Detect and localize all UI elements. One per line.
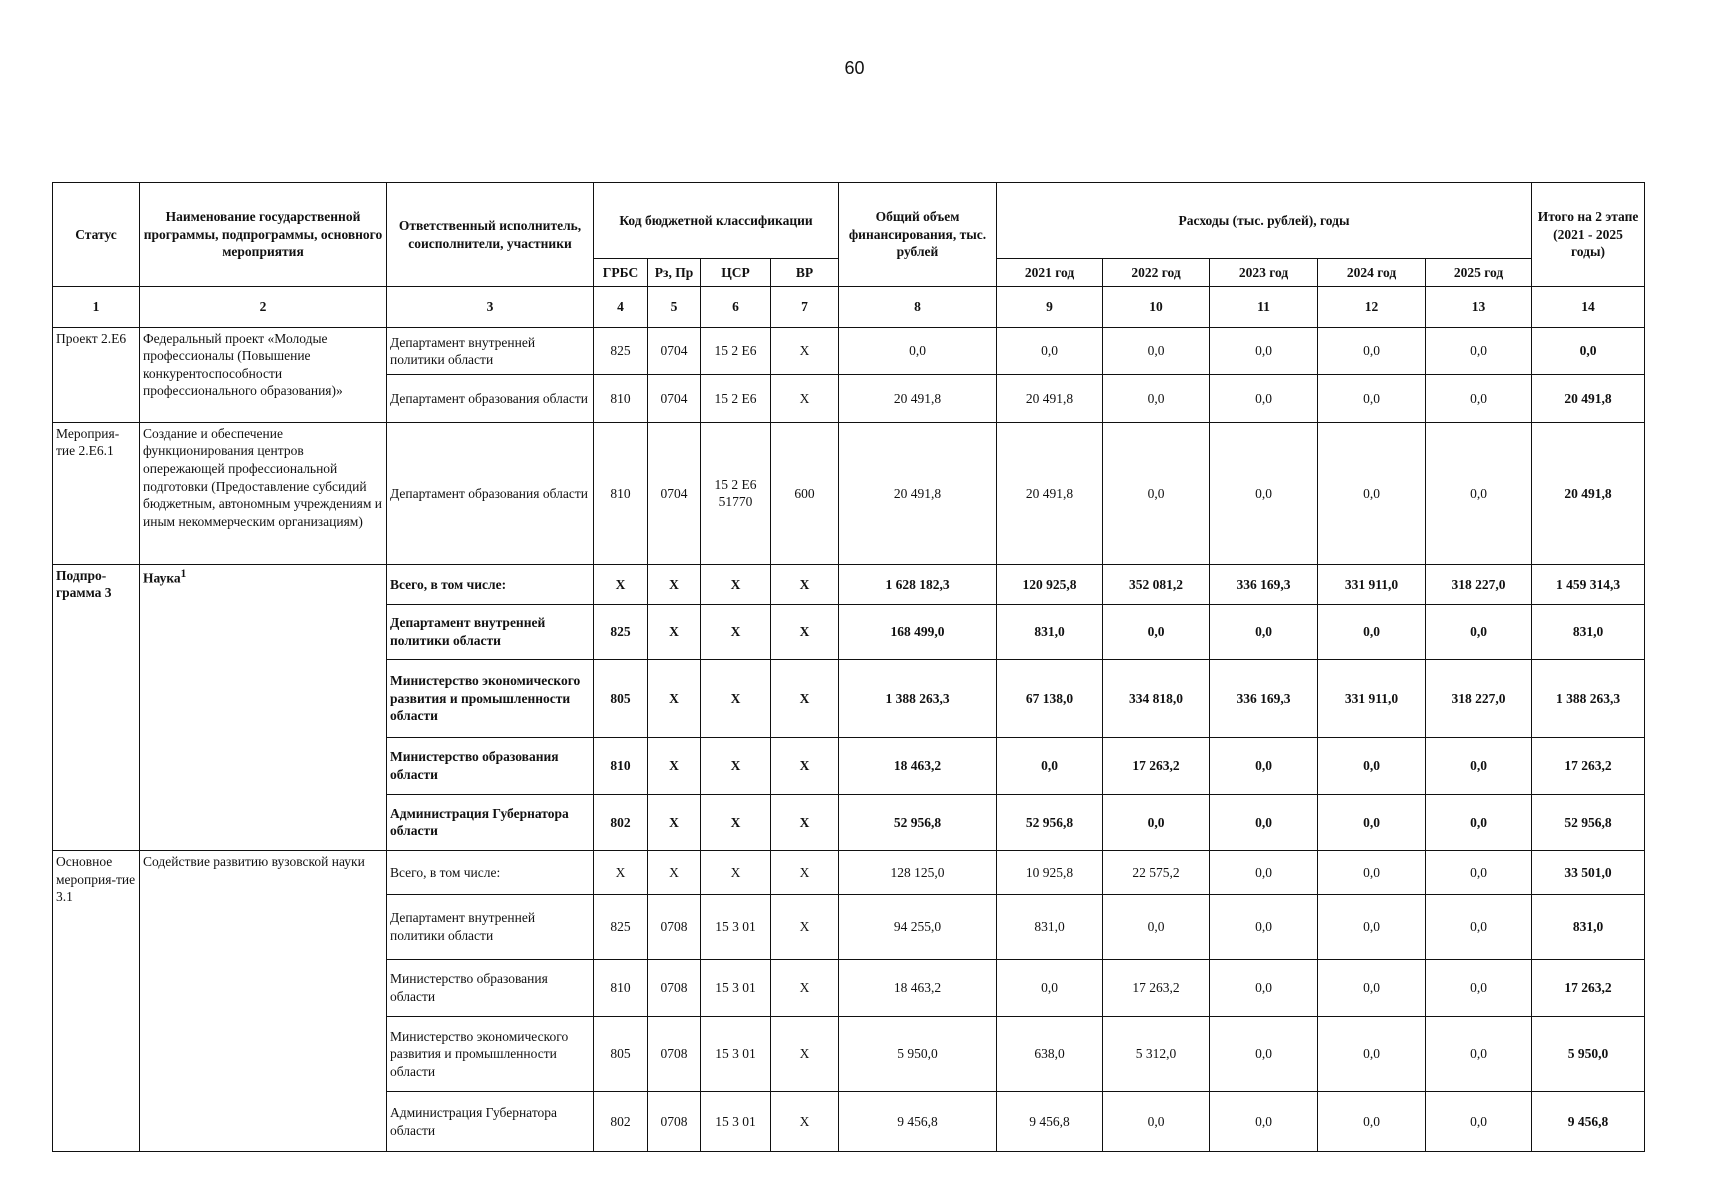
rzpr-cell: 0704 xyxy=(648,422,701,564)
total-funding-cell: 20 491,8 xyxy=(839,422,997,564)
y2023-cell: 0,0 xyxy=(1210,794,1318,851)
y2024-cell: 0,0 xyxy=(1318,1017,1426,1092)
y2024-cell: 0,0 xyxy=(1318,605,1426,660)
column-number-row xyxy=(53,287,1645,328)
program-name: Содействие развитию вузовской науки xyxy=(143,854,365,870)
y2021-cell: 831,0 xyxy=(997,894,1103,959)
vr-cell: Х xyxy=(771,1092,839,1152)
y2025-cell: 0,0 xyxy=(1426,375,1532,423)
rzpr-cell: Х xyxy=(648,659,701,737)
y2022-cell: 334 818,0 xyxy=(1103,659,1210,737)
vr-cell: Х xyxy=(771,375,839,423)
stage-total-cell: 33 501,0 xyxy=(1532,851,1645,895)
y2024-cell: 0,0 xyxy=(1318,894,1426,959)
stage-total-cell: 831,0 xyxy=(1532,605,1645,660)
grbs-cell: 810 xyxy=(594,375,648,423)
stage-total-cell: 1 388 263,3 xyxy=(1532,659,1645,737)
column-number: 1 xyxy=(53,287,140,328)
total-funding-cell: 0,0 xyxy=(839,327,997,375)
vr-cell: Х xyxy=(771,327,839,375)
executor-cell: Департамент образования области xyxy=(387,375,594,423)
executor-cell: Департамент внутренней политики области xyxy=(387,894,594,959)
total-funding-cell: 168 499,0 xyxy=(839,605,997,660)
y2021-cell: 120 925,8 xyxy=(997,564,1103,605)
y2023-cell: 0,0 xyxy=(1210,737,1318,794)
y2024-cell: 0,0 xyxy=(1318,375,1426,423)
y2025-cell: 0,0 xyxy=(1426,1017,1532,1092)
y2024-cell: 331 911,0 xyxy=(1318,564,1426,605)
executor-cell: Министерство образования области xyxy=(387,959,594,1017)
y2023-cell: 0,0 xyxy=(1210,327,1318,375)
y2023-cell: 0,0 xyxy=(1210,851,1318,895)
csr-cell: 15 3 01 xyxy=(701,894,771,959)
column-number: 5 xyxy=(648,287,701,328)
page-number: 60 xyxy=(844,58,865,78)
y2024-cell: 0,0 xyxy=(1318,1092,1426,1152)
vr-cell: Х xyxy=(771,959,839,1017)
rzpr-cell: Х xyxy=(648,605,701,660)
stage-total-cell: 1 459 314,3 xyxy=(1532,564,1645,605)
y2025-cell: 0,0 xyxy=(1426,605,1532,660)
program-name: Федеральный проект «Молодые профессионалы (Повышение конкурентоспособности профессионального образования)» xyxy=(143,330,343,399)
grbs-cell: Х xyxy=(594,564,648,605)
y2025-cell: 318 227,0 xyxy=(1426,564,1532,605)
y2022-cell: 0,0 xyxy=(1103,794,1210,851)
executor-cell: Министерство экономического развития и промышленности области xyxy=(387,1017,594,1092)
status-cell: Основное мероприя-тие 3.1 xyxy=(53,851,140,1152)
program-name: Создание и обеспечение функционирования центров опережающей профессиональной подготовки (Предоставление субсидий бюджетным, автономным учреждениям и иным некоммерческим организациям) xyxy=(143,425,383,529)
y2024-cell: 0,0 xyxy=(1318,737,1426,794)
header-y2022: 2022 год xyxy=(1103,258,1210,286)
y2022-cell: 5 312,0 xyxy=(1103,1017,1210,1092)
y2023-cell: 336 169,3 xyxy=(1210,564,1318,605)
table-row xyxy=(53,564,1645,605)
header-status: Статус xyxy=(53,183,140,287)
grbs-cell: 805 xyxy=(594,1017,648,1092)
grbs-cell: 825 xyxy=(594,605,648,660)
rzpr-cell: 0708 xyxy=(648,1092,701,1152)
total-funding-cell: 9 456,8 xyxy=(839,1092,997,1152)
stage-total-cell: 5 950,0 xyxy=(1532,1017,1645,1092)
header-total-funding: Общий объем финансирования, тыс. рублей xyxy=(839,183,997,287)
vr-cell: 600 xyxy=(771,422,839,564)
y2022-cell: 0,0 xyxy=(1103,605,1210,660)
column-number: 2 xyxy=(140,287,387,328)
y2025-cell: 0,0 xyxy=(1426,959,1532,1017)
total-funding-cell: 128 125,0 xyxy=(839,851,997,895)
total-funding-cell: 18 463,2 xyxy=(839,959,997,1017)
column-number: 8 xyxy=(839,287,997,328)
stage-total-cell: 52 956,8 xyxy=(1532,794,1645,851)
y2021-cell: 638,0 xyxy=(997,1017,1103,1092)
y2025-cell: 0,0 xyxy=(1426,851,1532,895)
rzpr-cell: Х xyxy=(648,737,701,794)
y2023-cell: 0,0 xyxy=(1210,605,1318,660)
y2025-cell: 0,0 xyxy=(1426,422,1532,564)
y2021-cell: 67 138,0 xyxy=(997,659,1103,737)
rzpr-cell: 0708 xyxy=(648,894,701,959)
column-number: 3 xyxy=(387,287,594,328)
y2021-cell: 831,0 xyxy=(997,605,1103,660)
total-funding-cell: 94 255,0 xyxy=(839,894,997,959)
y2021-cell: 0,0 xyxy=(997,327,1103,375)
vr-cell: Х xyxy=(771,851,839,895)
status-cell: Проект 2.Е6 xyxy=(53,327,140,422)
column-number: 14 xyxy=(1532,287,1645,328)
header-y2025: 2025 год xyxy=(1426,258,1532,286)
y2025-cell: 0,0 xyxy=(1426,327,1532,375)
y2022-cell: 0,0 xyxy=(1103,327,1210,375)
total-funding-cell: 5 950,0 xyxy=(839,1017,997,1092)
column-number: 11 xyxy=(1210,287,1318,328)
executor-cell: Министерство экономического развития и промышленности области xyxy=(387,659,594,737)
y2024-cell: 0,0 xyxy=(1318,794,1426,851)
vr-cell: Х xyxy=(771,794,839,851)
header-y2024: 2024 год xyxy=(1318,258,1426,286)
csr-cell: 15 3 01 xyxy=(701,1017,771,1092)
vr-cell: Х xyxy=(771,894,839,959)
vr-cell: Х xyxy=(771,605,839,660)
status-cell: Мероприя-тие 2.Е6.1 xyxy=(53,422,140,564)
y2022-cell: 17 263,2 xyxy=(1103,737,1210,794)
csr-cell: 15 3 01 xyxy=(701,1092,771,1152)
status-cell: Подпро-грамма 3 xyxy=(53,564,140,851)
program-name: Наука xyxy=(143,570,181,586)
column-number: 10 xyxy=(1103,287,1210,328)
y2023-cell: 0,0 xyxy=(1210,1092,1318,1152)
total-funding-cell: 18 463,2 xyxy=(839,737,997,794)
executor-cell: Министерство образования области xyxy=(387,737,594,794)
header-bcc: Код бюджетной классификации xyxy=(594,183,839,259)
header-grbs: ГРБС xyxy=(594,258,648,286)
grbs-cell: 802 xyxy=(594,794,648,851)
header-y2023: 2023 год xyxy=(1210,258,1318,286)
y2022-cell: 352 081,2 xyxy=(1103,564,1210,605)
rzpr-cell: 0704 xyxy=(648,327,701,375)
csr-cell: Х xyxy=(701,737,771,794)
y2023-cell: 0,0 xyxy=(1210,1017,1318,1092)
grbs-cell: 805 xyxy=(594,659,648,737)
rzpr-cell: Х xyxy=(648,851,701,895)
header-vr: ВР xyxy=(771,258,839,286)
y2025-cell: 0,0 xyxy=(1426,737,1532,794)
y2022-cell: 0,0 xyxy=(1103,422,1210,564)
header-expenses: Расходы (тыс. рублей), годы xyxy=(997,183,1532,259)
column-number: 4 xyxy=(594,287,648,328)
vr-cell: Х xyxy=(771,1017,839,1092)
y2021-cell: 10 925,8 xyxy=(997,851,1103,895)
column-number: 12 xyxy=(1318,287,1426,328)
total-funding-cell: 52 956,8 xyxy=(839,794,997,851)
footnote-mark: 1 xyxy=(180,567,187,580)
y2021-cell: 9 456,8 xyxy=(997,1092,1103,1152)
y2021-cell: 0,0 xyxy=(997,959,1103,1017)
y2022-cell: 0,0 xyxy=(1103,894,1210,959)
executor-cell: Администрация Губернатора области xyxy=(387,794,594,851)
table-row xyxy=(53,851,1645,895)
program-name-cell xyxy=(140,851,387,1152)
rzpr-cell: 0708 xyxy=(648,959,701,1017)
stage-total-cell: 831,0 xyxy=(1532,894,1645,959)
y2025-cell: 0,0 xyxy=(1426,1092,1532,1152)
header-csr: ЦСР xyxy=(701,258,771,286)
grbs-cell: 825 xyxy=(594,894,648,959)
y2022-cell: 0,0 xyxy=(1103,1092,1210,1152)
column-number: 7 xyxy=(771,287,839,328)
header-stage-total: Итого на 2 этапе (2021 - 2025 годы) xyxy=(1532,183,1645,287)
grbs-cell: 825 xyxy=(594,327,648,375)
y2025-cell: 318 227,0 xyxy=(1426,659,1532,737)
stage-total-cell: 9 456,8 xyxy=(1532,1092,1645,1152)
column-number: 9 xyxy=(997,287,1103,328)
executor-cell: Всего, в том числе: xyxy=(387,851,594,895)
csr-cell: 15 2 Е6 51770 xyxy=(701,422,771,564)
rzpr-cell: 0704 xyxy=(648,375,701,423)
y2021-cell: 0,0 xyxy=(997,737,1103,794)
csr-cell: 15 3 01 xyxy=(701,959,771,1017)
stage-total-cell: 17 263,2 xyxy=(1532,737,1645,794)
y2024-cell: 0,0 xyxy=(1318,422,1426,564)
csr-cell: Х xyxy=(701,794,771,851)
column-number: 13 xyxy=(1426,287,1532,328)
csr-cell: 15 2 Е6 xyxy=(701,375,771,423)
csr-cell: Х xyxy=(701,659,771,737)
rzpr-cell: 0708 xyxy=(648,1017,701,1092)
total-funding-cell: 1 388 263,3 xyxy=(839,659,997,737)
budget-table xyxy=(52,182,1645,1152)
csr-cell: 15 2 Е6 xyxy=(701,327,771,375)
table-row xyxy=(53,422,1645,564)
y2024-cell: 0,0 xyxy=(1318,327,1426,375)
y2021-cell: 20 491,8 xyxy=(997,375,1103,423)
grbs-cell: 810 xyxy=(594,422,648,564)
vr-cell: Х xyxy=(771,659,839,737)
program-name-cell xyxy=(140,327,387,422)
executor-cell: Департамент внутренней политики области xyxy=(387,605,594,660)
y2024-cell: 331 911,0 xyxy=(1318,659,1426,737)
column-number: 6 xyxy=(701,287,771,328)
y2023-cell: 336 169,3 xyxy=(1210,659,1318,737)
grbs-cell: 810 xyxy=(594,737,648,794)
y2022-cell: 0,0 xyxy=(1103,375,1210,423)
header-name: Наименование государственной программы, подпрограммы, основного мероприятия xyxy=(140,183,387,287)
y2023-cell: 0,0 xyxy=(1210,959,1318,1017)
vr-cell: Х xyxy=(771,564,839,605)
y2024-cell: 0,0 xyxy=(1318,851,1426,895)
header-rzpr: Рз, Пр xyxy=(648,258,701,286)
grbs-cell: 802 xyxy=(594,1092,648,1152)
table-row xyxy=(53,327,1645,375)
y2021-cell: 52 956,8 xyxy=(997,794,1103,851)
csr-cell: Х xyxy=(701,605,771,660)
stage-total-cell: 20 491,8 xyxy=(1532,422,1645,564)
executor-cell: Департамент внутренней политики области xyxy=(387,327,594,375)
csr-cell: Х xyxy=(701,851,771,895)
y2023-cell: 0,0 xyxy=(1210,375,1318,423)
y2024-cell: 0,0 xyxy=(1318,959,1426,1017)
program-name-cell xyxy=(140,422,387,564)
header-y2021: 2021 год xyxy=(997,258,1103,286)
y2022-cell: 22 575,2 xyxy=(1103,851,1210,895)
executor-cell: Администрация Губернатора области xyxy=(387,1092,594,1152)
executor-cell: Всего, в том числе: xyxy=(387,564,594,605)
vr-cell: Х xyxy=(771,737,839,794)
y2023-cell: 0,0 xyxy=(1210,894,1318,959)
total-funding-cell: 1 628 182,3 xyxy=(839,564,997,605)
total-funding-cell: 20 491,8 xyxy=(839,375,997,423)
y2025-cell: 0,0 xyxy=(1426,894,1532,959)
executor-cell: Департамент образования области xyxy=(387,422,594,564)
rzpr-cell: Х xyxy=(648,794,701,851)
rzpr-cell: Х xyxy=(648,564,701,605)
y2025-cell: 0,0 xyxy=(1426,794,1532,851)
program-name-cell xyxy=(140,564,387,851)
y2022-cell: 17 263,2 xyxy=(1103,959,1210,1017)
csr-cell: Х xyxy=(701,564,771,605)
header-executor: Ответственный исполнитель, соисполнители, участники xyxy=(387,183,594,287)
grbs-cell: 810 xyxy=(594,959,648,1017)
stage-total-cell: 0,0 xyxy=(1532,327,1645,375)
grbs-cell: Х xyxy=(594,851,648,895)
y2021-cell: 20 491,8 xyxy=(997,422,1103,564)
stage-total-cell: 17 263,2 xyxy=(1532,959,1645,1017)
stage-total-cell: 20 491,8 xyxy=(1532,375,1645,423)
y2023-cell: 0,0 xyxy=(1210,422,1318,564)
